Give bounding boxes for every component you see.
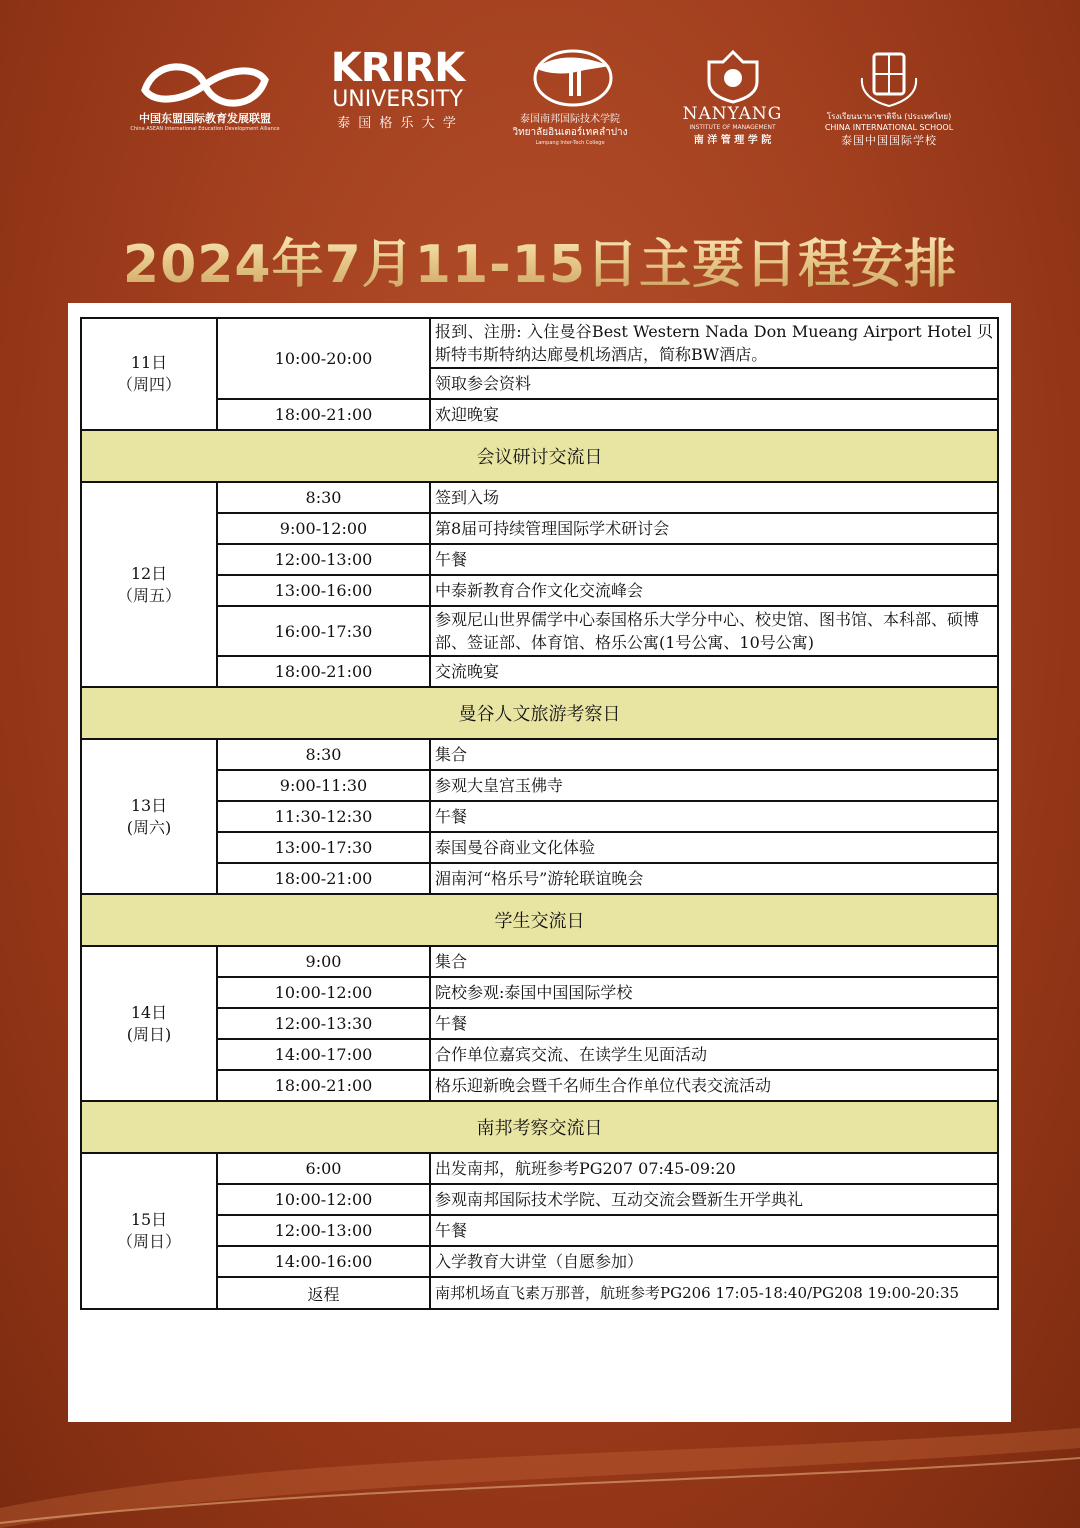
page-title: 2024年7月11-15日主要日程安排 bbox=[0, 222, 1080, 297]
day-cell-12 bbox=[81, 482, 217, 687]
activity-cell: 报到、注册: 入住曼谷Best Western Nada Don Mueang Airport Hotel 贝斯特韦斯特纳达廊曼机场酒店，简称BW酒店。 bbox=[430, 318, 998, 368]
activity-cell: 参观大皇宫玉佛寺 bbox=[430, 770, 998, 801]
activity-cell: 湄南河“格乐号”游轮联谊晚会 bbox=[430, 863, 998, 894]
weekday-label: (周六) bbox=[126, 817, 172, 837]
time-cell: 10:00-20:00 bbox=[217, 318, 430, 399]
time-cell: 11:30-12:30 bbox=[217, 801, 430, 832]
table-row bbox=[81, 1246, 998, 1277]
activity-cell: 南邦机场直飞素万那普，航班参考PG206 17:05-18:40/PG208 19:00-20:35 bbox=[430, 1277, 998, 1309]
section-title: 曼谷人文旅游考察日 bbox=[81, 687, 998, 739]
china-international-school-logo bbox=[818, 48, 960, 148]
day-cell-11 bbox=[81, 318, 217, 430]
table-row bbox=[81, 482, 998, 513]
alliance-cn-name: 中国东盟国际教育发展联盟 bbox=[139, 112, 271, 125]
table-row bbox=[81, 977, 998, 1008]
time-cell: 14:00-16:00 bbox=[217, 1246, 430, 1277]
weekday-label: (周日) bbox=[126, 1024, 172, 1044]
time-cell: 13:00-16:00 bbox=[217, 575, 430, 606]
table-row bbox=[81, 1070, 998, 1101]
time-cell: 10:00-12:00 bbox=[217, 977, 430, 1008]
table-row bbox=[81, 1184, 998, 1215]
time-cell: 返程 bbox=[217, 1277, 430, 1309]
weekday-label: （周五） bbox=[116, 585, 181, 605]
time-cell: 8:30 bbox=[217, 739, 430, 770]
day-cell-13 bbox=[81, 739, 217, 894]
activity-cell: 合作单位嘉宾交流、在读学生见面活动 bbox=[430, 1039, 998, 1070]
activity-cell: 中泰新教育合作文化交流峰会 bbox=[430, 575, 998, 606]
krirk-university-logo bbox=[330, 45, 465, 131]
alliance-en-name: China ASEAN International Education Development Alliance bbox=[130, 126, 280, 132]
section-header-row bbox=[81, 687, 998, 739]
table-row bbox=[81, 575, 998, 606]
activity-cell: 交流晚宴 bbox=[430, 656, 998, 687]
day-label: 12日 bbox=[130, 563, 168, 583]
section-header-row bbox=[81, 1101, 998, 1153]
lampang-emblem-icon bbox=[525, 48, 615, 110]
activity-cell: 集合 bbox=[430, 946, 998, 977]
day-label: 11日 bbox=[130, 353, 168, 372]
time-cell: 12:00-13:30 bbox=[217, 1008, 430, 1039]
time-cell: 18:00-21:00 bbox=[217, 863, 430, 894]
table-row bbox=[81, 656, 998, 687]
time-cell: 16:00-17:30 bbox=[217, 606, 430, 656]
activity-cell: 参观南邦国际技术学院、互动交流会暨新生开学典礼 bbox=[430, 1184, 998, 1215]
activity-cell: 午餐 bbox=[430, 1008, 998, 1039]
time-cell: 12:00-13:00 bbox=[217, 544, 430, 575]
activity-cell: 院校参观:泰国中国国际学校 bbox=[430, 977, 998, 1008]
activity-cell: 集合 bbox=[430, 739, 998, 770]
nanyang-cn-name: 南 洋 管 理 学 院 bbox=[693, 135, 772, 146]
nanyang-wordmark: NANYANG bbox=[682, 104, 783, 124]
lampang-cn-name: 泰国南邦国际技术学院 bbox=[520, 114, 620, 125]
day-label: 14日 bbox=[130, 1002, 168, 1022]
nanyang-subtitle: INSTITUTE OF MANAGEMENT bbox=[689, 124, 776, 131]
section-title: 南邦考察交流日 bbox=[81, 1101, 998, 1153]
table-row bbox=[81, 1215, 998, 1246]
school-cn-name: 泰国中国国际学校 bbox=[841, 134, 937, 147]
time-cell: 10:00-12:00 bbox=[217, 1184, 430, 1215]
table-row bbox=[81, 544, 998, 575]
table-row bbox=[81, 946, 998, 977]
table-row bbox=[81, 1277, 998, 1309]
activity-cell: 午餐 bbox=[430, 801, 998, 832]
day-cell-14 bbox=[81, 946, 217, 1101]
activity-cell: 午餐 bbox=[430, 544, 998, 575]
time-cell: 12:00-13:00 bbox=[217, 1215, 430, 1246]
time-cell: 9:00-11:30 bbox=[217, 770, 430, 801]
table-row bbox=[81, 770, 998, 801]
activity-cell: 入学教育大讲堂（自愿参加） bbox=[430, 1246, 998, 1277]
activity-cell: 签到入场 bbox=[430, 482, 998, 513]
activity-cell: 出发南邦，航班参考PG207 07:45-09:20 bbox=[430, 1153, 998, 1184]
schedule-panel bbox=[68, 303, 1011, 1422]
school-shield-icon bbox=[854, 48, 924, 110]
table-row bbox=[81, 318, 998, 368]
time-cell: 18:00-21:00 bbox=[217, 399, 430, 430]
table-row bbox=[81, 606, 998, 656]
activity-cell: 泰国曼谷商业文化体验 bbox=[430, 832, 998, 863]
weekday-label: （周四） bbox=[116, 375, 181, 394]
day-label: 13日 bbox=[130, 795, 168, 815]
table-row bbox=[81, 1039, 998, 1070]
activity-cell: 参观尼山世界儒学中心泰国格乐大学分中心、校史馆、图书馆、本科部、硕博部、签证部、体育馆、格乐公寓(1号公寓、10号公寓) bbox=[430, 606, 998, 656]
krirk-wordmark: KRIRK bbox=[330, 45, 465, 91]
schedule-table bbox=[80, 317, 999, 1310]
section-header-row bbox=[81, 430, 998, 482]
table-row bbox=[81, 863, 998, 894]
table-row bbox=[81, 832, 998, 863]
time-cell: 13:00-17:30 bbox=[217, 832, 430, 863]
table-row bbox=[81, 801, 998, 832]
nanyang-institute-logo bbox=[675, 48, 790, 146]
activity-cell: 第8届可持续管理国际学术研讨会 bbox=[430, 513, 998, 544]
krirk-cn-name: 泰 国 格 乐 大 学 bbox=[337, 116, 458, 131]
table-row bbox=[81, 1153, 998, 1184]
infinity-ribbon-icon bbox=[135, 60, 275, 110]
crest-icon bbox=[703, 48, 763, 104]
activity-cell: 午餐 bbox=[430, 1215, 998, 1246]
time-cell: 18:00-21:00 bbox=[217, 656, 430, 687]
section-header-row bbox=[81, 894, 998, 946]
university-wordmark: UNIVERSITY bbox=[332, 87, 463, 112]
day-label: 15日 bbox=[130, 1210, 168, 1229]
time-cell: 8:30 bbox=[217, 482, 430, 513]
section-title: 学生交流日 bbox=[81, 894, 998, 946]
lampang-thai-name: วิทยาลัยอินเตอร์เทคลำปาง bbox=[512, 127, 628, 138]
activity-cell: 欢迎晚宴 bbox=[430, 399, 998, 430]
weekday-label: （周日） bbox=[116, 1232, 181, 1251]
logo-bar bbox=[0, 40, 1080, 170]
time-cell: 9:00-12:00 bbox=[217, 513, 430, 544]
table-row bbox=[81, 1008, 998, 1039]
table-row bbox=[81, 739, 998, 770]
lampang-en-name: Lampang Inter-Tech College bbox=[535, 140, 605, 146]
activity-cell: 领取参会资料 bbox=[430, 368, 998, 399]
day-cell-15 bbox=[81, 1153, 217, 1309]
table-row bbox=[81, 399, 998, 430]
time-cell: 9:00 bbox=[217, 946, 430, 977]
time-cell: 18:00-21:00 bbox=[217, 1070, 430, 1101]
school-en-name: CHINA INTERNATIONAL SCHOOL bbox=[824, 123, 954, 132]
time-cell: 14:00-17:00 bbox=[217, 1039, 430, 1070]
china-asean-alliance-logo bbox=[130, 60, 280, 132]
section-title: 会议研讨交流日 bbox=[81, 430, 998, 482]
table-row bbox=[81, 513, 998, 544]
time-cell: 6:00 bbox=[217, 1153, 430, 1184]
school-thai-name: โรงเรียนนานาชาติจีน (ประเทศไทย) bbox=[826, 112, 952, 121]
lampang-college-logo bbox=[510, 48, 630, 146]
activity-cell: 格乐迎新晚会暨千名师生合作单位代表交流活动 bbox=[430, 1070, 998, 1101]
